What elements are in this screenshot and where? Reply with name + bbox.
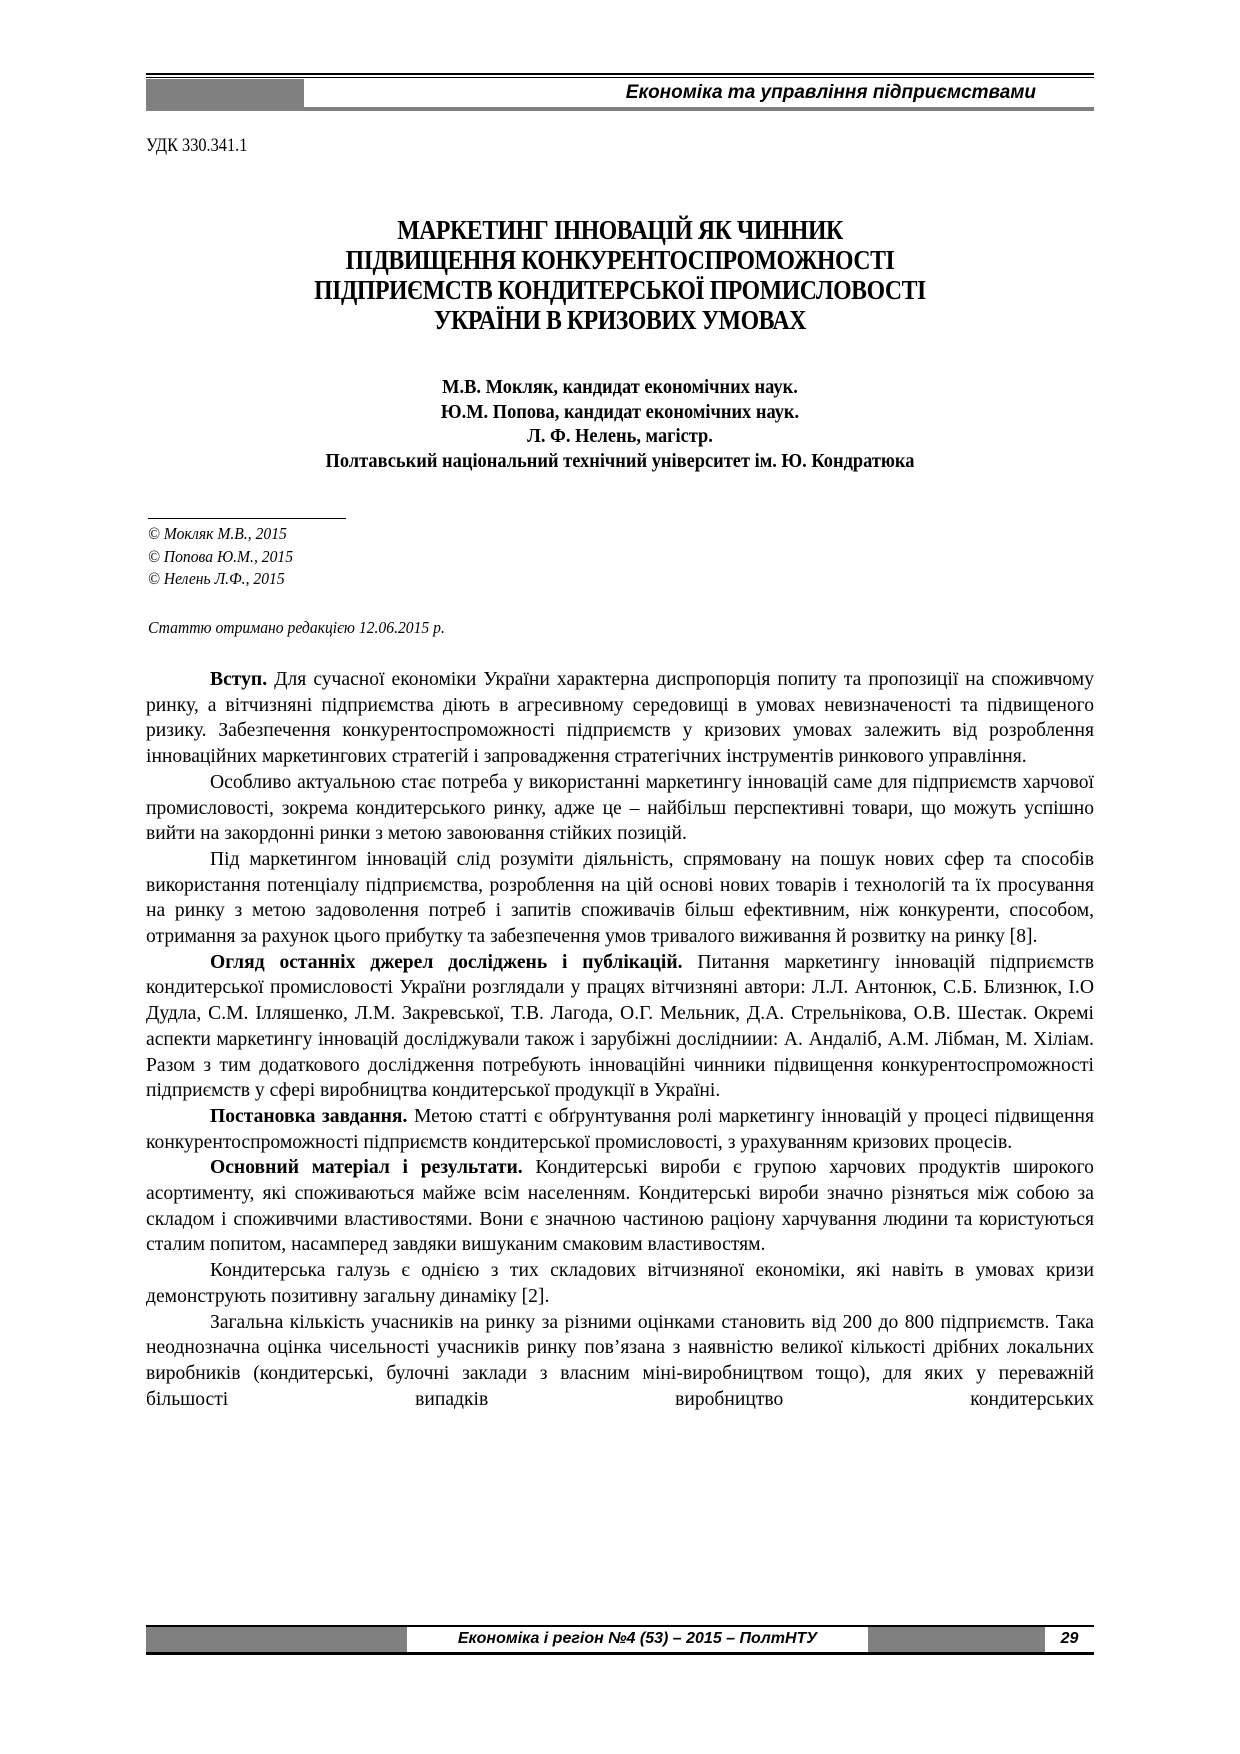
copyright-line: © Мокляк М.В., 2015 xyxy=(148,524,287,543)
copyright-block xyxy=(148,518,346,591)
running-footer xyxy=(146,1625,1094,1655)
footer-rule-bottom xyxy=(146,1652,1094,1655)
paragraph-text: Загальна кількість учасників на ринку за різними оцінками становить від 200 до 800 підприємств. Така неоднозначна оцінка чисельності учасників ринку пов’язана з наявністю великої кількості дрібних локальних виробників (кондитерські, булочні заклади з власним міні-виробництвом тощо), для яких у переважній більшості випадків виробництво кондитерських xyxy=(146,1311,1094,1410)
paragraph-lead: Вступ. xyxy=(210,669,268,690)
paragraph-text: Кондитерська галузь є однією з тих складових вітчизняної економіки, які навіть в умовах кризи демонструють позитивну загальну динаміку [2]. xyxy=(146,1260,1094,1307)
paragraph xyxy=(146,770,1094,847)
header-grey-block xyxy=(146,79,304,107)
footer-grey-block-left xyxy=(146,1627,407,1652)
footnote-rule xyxy=(148,518,346,519)
title-line: ПІДПРИЄМСТВ КОНДИТЕРСЬКОЇ ПРОМИСЛОВОСТІ xyxy=(314,275,926,305)
header-rule-thin xyxy=(146,77,1094,78)
article-title xyxy=(146,215,1094,335)
paragraph-text: Метою статті є обґрунтування ролі маркетингу інновацій у процесі підвищення конкурентоспроможності підприємств кондитерської промисловості, з урахуванням кризових процесів. xyxy=(146,1105,1094,1153)
paragraph-lead: Основний матеріал і результати. xyxy=(210,1157,523,1179)
running-header xyxy=(146,73,1094,109)
title-line: МАРКЕТИНГ ІННОВАЦІЙ ЯК ЧИННИК xyxy=(397,215,843,245)
footer-grey-block-right xyxy=(868,1627,1045,1652)
received-date: Статтю отримано редакцією 12.06.2015 р. xyxy=(148,618,445,637)
paragraph-main-material xyxy=(146,1155,1094,1258)
paragraph-text: Питання маркетингу інновацій підприємств кондитерської промисловості України розглядали у працях вітчизняні автори: Л.Л. Антонюк, С.Б. Близнюк, І.О Дудла, С.М. Ілляшенко, Л.М. Закревської, Т.В. Лагода, О.Г. Мельник, Д.А. Стрельнікова, О.В. Шестак. Окремі аспекти маркетингу інновацій досліджували також і зарубіжні дослідниии: А. Андаліб, А.М. Лібман, М. Хіліам. Разом з тим додаткового дослідження потребують інноваційні чинники підвищення конкурентоспроможності підприємств у сфері виробництва кондитерської продукції в Україні. xyxy=(146,951,1094,1102)
paragraph-text: Особливо актуальною стає потреба у використанні маркетингу інновацій саме для підприємств харчової промисловості, зокрема кондитерського ринку, адже це – найбільш перспективні товари, що можуть успішно вийти на закордонні ринки з метою завоювання стійких позицій. xyxy=(146,771,1094,845)
paragraph xyxy=(146,847,1094,950)
author-line: Ю.М. Попова, кандидат економічних наук. xyxy=(440,400,800,423)
header-rule xyxy=(146,73,1094,75)
article-body xyxy=(146,667,1094,1412)
title-line: УКРАЇНИ В КРИЗОВИХ УМОВАХ xyxy=(434,305,806,335)
paragraph-introduction xyxy=(146,667,1094,770)
copyright-line: © Нелень Л.Ф., 2015 xyxy=(148,569,285,588)
paragraph xyxy=(146,1310,1094,1413)
header-grey-bar xyxy=(146,107,1094,111)
paragraph-text: Під маркетингом інновацій слід розуміти діяльність, спрямовану на пошук нових сфер та способів використання потенціалу підприємства, розроблення на цій основі нових товарів і технологій та їх просування на ринку з метою задоволення потреб і запитів споживачів більш ефективним, ніж конкуренти, способом, отримання за рахунок цього прибутку та забезпечення умов тривалого виживання й розвитку на ринку [8]. xyxy=(146,848,1094,948)
paragraph-text: Для сучасної економіки України характерна диспропорція попиту та пропозиції на споживчому ринку, а вітчизняні підприємства діють в агресивному середовищі в умовах невизначеності та підвищеного ризику. Забезпечення конкурентоспроможності підприємств у кризових умовах залежить від розроблення інноваційних маркетингових стратегій і запровадження стратегічних інструментів ринкового управління. xyxy=(146,669,1094,768)
paragraph-literature-review xyxy=(146,950,1094,1104)
paragraph-lead: Огляд останніх джерел досліджень і публікацій. xyxy=(210,951,683,973)
title-line: ПІДВИЩЕННЯ КОНКУРЕНТОСПРОМОЖНОСТІ xyxy=(345,245,895,275)
paragraph-text: Кондитерські вироби є групою харчових продуктів широкого асортименту, які споживаються майже всім населенням. Кондитерські вироби значно різняться між собою за складом і споживчими властивостями. Вони є значною частиною раціону харчування людини та користуються сталим попитом, насамперед завдяки вишуканим смаковим властивостям. xyxy=(146,1157,1094,1256)
paragraph-lead: Постановка завдання. xyxy=(210,1105,408,1127)
affiliation-line: Полтавський національний технічний університет ім. Ю. Кондратюка xyxy=(325,449,915,472)
page-number: 29 xyxy=(1060,1630,1079,1647)
running-title: Економіка та управління підприємствами xyxy=(625,82,1036,103)
authors-block xyxy=(146,375,1094,473)
author-line: Л. Ф. Нелень, магістр. xyxy=(527,425,713,447)
udk-code: УДК 330.341.1 xyxy=(146,135,248,156)
paragraph xyxy=(146,1258,1094,1309)
copyright-line: © Попова Ю.М., 2015 xyxy=(148,546,294,566)
author-line: М.В. Мокляк, кандидат економічних наук. xyxy=(442,376,798,398)
journal-citation: Економіка і регіон №4 (53) – 2015 – ПолтНТУ xyxy=(457,1630,818,1647)
paragraph-problem-statement xyxy=(146,1104,1094,1155)
